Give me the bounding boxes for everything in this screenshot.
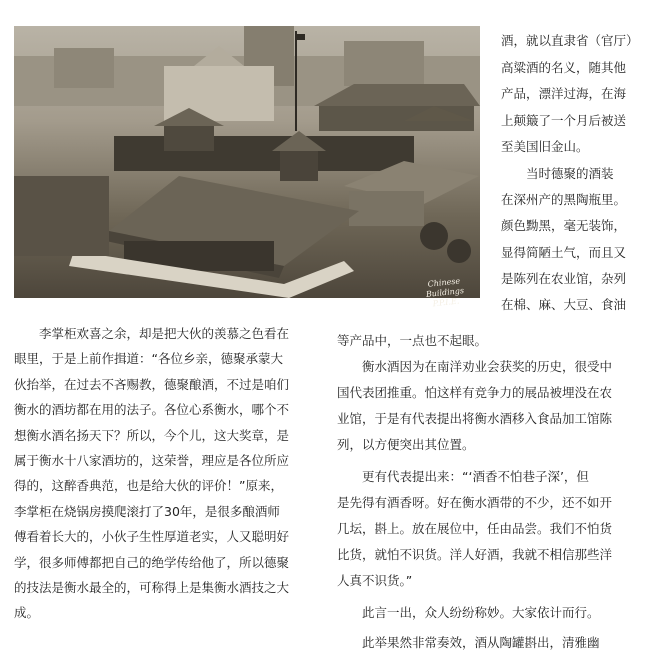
text-line: 产品，漂洋过海，在海 [501, 86, 627, 101]
text-line: 至美国旧金山。 [501, 139, 589, 154]
text-line: 上颠簸了一个月后被送 [501, 112, 627, 128]
text-line: 在深州产的黑陶瓶里。 [501, 192, 627, 208]
exposition-photo [14, 26, 480, 309]
text-line: 衡水的酒坊都在用的法子。各位心系衡水，哪个不 [14, 402, 290, 418]
text-line: 得的，这醉香典范，也是给大伙的评价！”原来， [14, 478, 283, 494]
text-line: 等产品中，一点也不起眼。 [337, 333, 488, 348]
text-line: 属于衡水十八家酒坊的，这荣誉，理应是各位所应 [14, 453, 290, 469]
text-line: 列，以方便突出其位置。 [337, 437, 475, 452]
text-line: 酒，就以直隶省（官厅） [501, 33, 639, 48]
text-line: 李掌柜在烧锅房摸爬滚打了30年，是很多酿酒师 [14, 503, 280, 519]
text-line: 眼里，于是上前作揖道：“各位乡亲，德聚承蒙大 [14, 351, 283, 367]
paragraph-right-middle [501, 161, 626, 318]
paragraph-right-continuation [337, 328, 487, 354]
text-line: 高粱酒的名义，随其他 [501, 59, 627, 75]
chinese-pavilion-illustration [14, 26, 480, 298]
photo-caption-line-2: P.P.I.E. [432, 296, 460, 309]
text-line: 此言一出，众人纷纷称妙。大家依计而行。 [337, 605, 600, 620]
text-line: 显得简陋土气，而且又 [501, 244, 627, 260]
text-line: 业馆，于是有代表提出将衡水酒移入食品加工馆陈 [337, 411, 613, 426]
photo-caption-line-1: Chinese Buildings [425, 276, 465, 299]
text-line: 李掌柜欢喜之余，却是把大伙的羡慕之色看在 [14, 326, 290, 341]
text-line: 颜色黝黑，毫无装饰， [501, 218, 627, 234]
text-line: 几坛，斟上。放在展位中，任由品尝。我们不怕货 [337, 521, 613, 536]
text-line: 比货，就怕不识货。洋人好酒，我就不相信那些洋 [337, 547, 613, 562]
paragraph-right-top [501, 28, 639, 161]
text-line: 伙抬举，在过去不吝赐教，德聚酿酒，不过是咱们 [14, 376, 290, 392]
text-line: 成。 [14, 605, 40, 621]
text-line: 此举果然非常奏效，酒从陶罐斟出，清雅幽 [337, 635, 600, 650]
text-line: 是先得有酒香呀。好在衡水酒带的不少，还不如开 [337, 495, 613, 510]
paragraph-right-hengshui-wine [337, 354, 612, 458]
text-line: 更有代表提出来：“‘酒香不怕巷子深’，但 [337, 469, 589, 484]
paragraph-right-proposal [337, 464, 612, 594]
text-line: 的技法是衡水最全的，可称得上是集衡水酒技之大 [14, 580, 290, 596]
text-line: 傅看着长大的，小伙子生性厚道老实，人又聪明好 [14, 529, 290, 545]
text-line: 在棉、麻、大豆、食油 [501, 297, 627, 313]
photo-handwritten-caption [415, 275, 476, 311]
paragraph-left-column [14, 321, 289, 626]
paragraph-right-effect [337, 630, 600, 656]
paragraph-right-agreement [337, 600, 600, 626]
text-line: 学，很多师傅都把自己的绝学传给他了，所以德聚 [14, 554, 290, 570]
text-line: 想衡水酒名扬天下？所以，今个儿，这大奖章，是 [14, 427, 290, 443]
text-line: 是陈列在农业馆，杂列 [501, 270, 627, 286]
text-line: 人真不识货。” [337, 573, 413, 588]
text-line: 国代表团推重。怕这样有竞争力的展品被埋没在农 [337, 385, 613, 400]
text-line: 当时德聚的酒装 [501, 166, 614, 181]
text-line: 衡水酒因为在南洋劝业会获奖的历史，很受中 [337, 359, 613, 374]
